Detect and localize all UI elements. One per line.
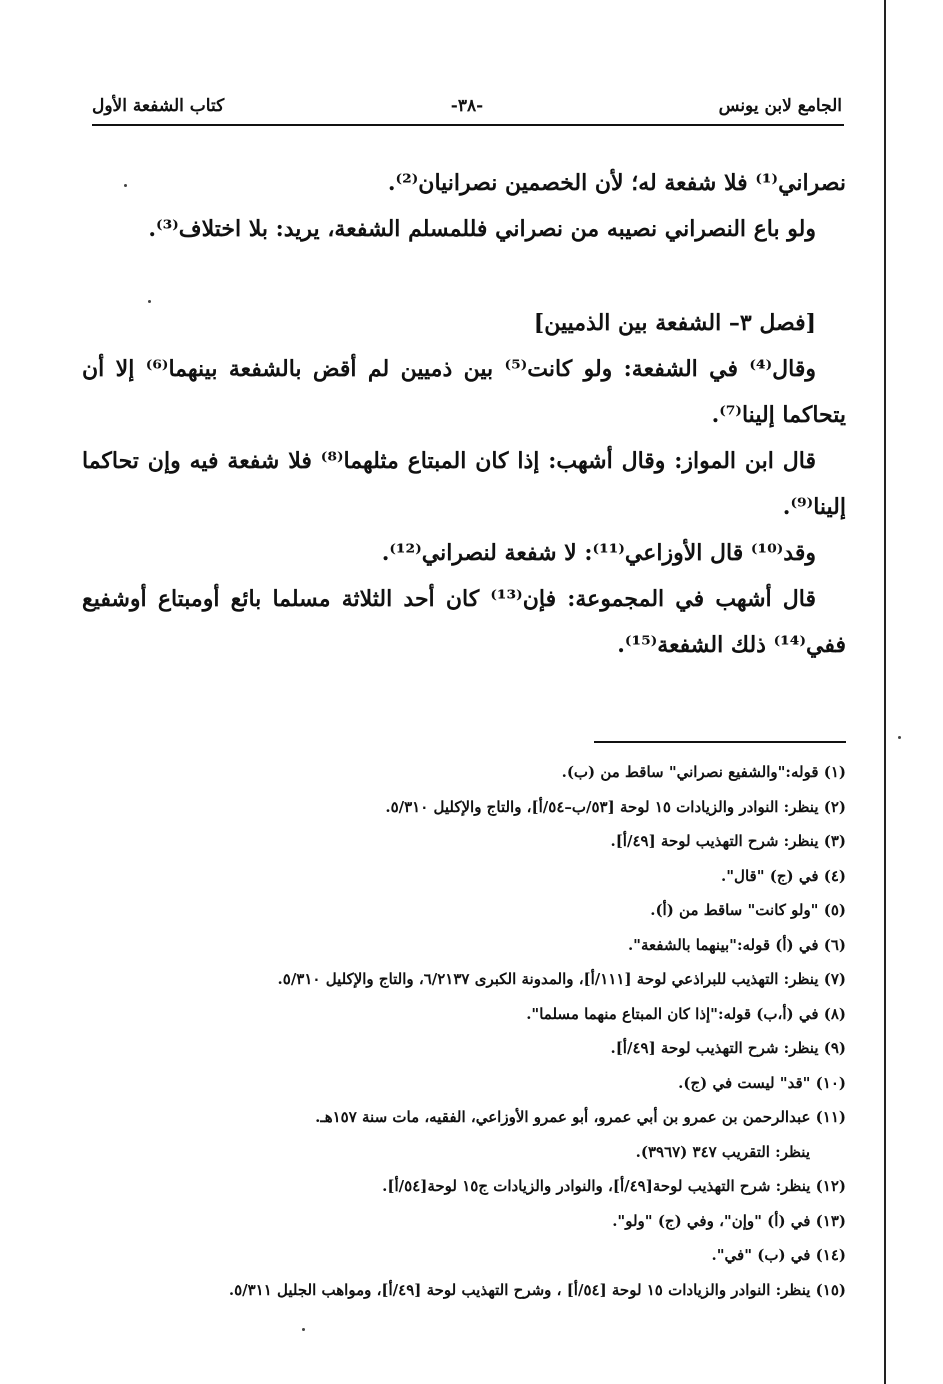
footnote-separator [594,741,846,743]
footnote: (٦) في (أ) قوله:"بينهما بالشفعة". [627,935,846,954]
paragraph: وقد⁽¹⁰⁾ قال الأوزاعي⁽¹¹⁾: لا شفعة لنصراني⁽¹²⁾. [381,540,816,566]
book-title: الجامع لابن يونس [718,96,842,116]
footnote: (٣) ينظر: شرح التهذيب لوحة [٤٩/أ]. [610,832,846,850]
footnote: (٥) "ولو كانت" ساقط من (أ). [650,901,846,919]
paragraph: ولو باع النصراني نصيبه من نصراني فللمسلم الشفعة، يريد: بلا اختلاف⁽³⁾. [148,216,816,242]
footnote: (١٠) "قد" ليست في (ج). [678,1073,846,1092]
paragraph: وقال⁽⁴⁾ في الشفعة: ولو كانت⁽⁵⁾ بين ذميين لم أقض بالشفعة بينهما⁽⁶⁾ إلا أن يتحاكما إلينا⁽⁷⁾. [82,356,846,428]
footnote: (١٣) في (أ) "وإن"، وفي (ج) "ولو". [612,1211,846,1230]
footnote: (١٤) في (ب) "في". [711,1246,846,1264]
footnote: (١) قوله:"والشفيع نصراني" ساقط من (ب). [561,763,846,781]
footnotes [110,755,846,1307]
footnote: (٨) في (أ،ب) قوله:"إذا كان المبتاع منهما مسلما". [526,1004,846,1023]
paragraph: نصراني⁽¹⁾ فلا شفعة له؛ لأن الخصمين نصرانيان⁽²⁾. [387,170,846,196]
page-header [92,96,842,124]
main-text [82,160,846,668]
footnote: (١٢) ينظر: شرح التهذيب لوحة[٤٩/أ]، والنوادر والزيادات ج١٥ لوحة[٥٤/أ]. [382,1177,846,1195]
footnote: (٤) في (ج) "قال". [721,866,846,885]
section-heading: [فصل ٣– الشفعة بين الذميين] [533,310,816,336]
scan-speck [124,184,127,187]
paragraph: قال أشهب في المجموعة: فإن⁽¹³⁾ كان أحد الثلاثة مسلما بائع أومبتاع أوشفيع ففي⁽¹⁴⁾ ذلك الشفعة⁽¹⁵⁾. [82,586,846,658]
footnote: (١١) عبدالرحمن بن عمرو بن أبي عمرو، أبو عمرو الأوزاعي، الفقيه، مات سنة ١٥٧هـ. [315,1108,846,1126]
scan-speck [148,300,151,303]
header-rule [92,124,844,126]
chapter-title: كتاب الشفعة الأول [92,96,225,116]
footnote: (١٥) ينظر: النوادر والزيادات ١٥ لوحة [٥٤/أ] ، وشرح التهذيب لوحة [٤٩/أ]، ومواهب الجليل ٥/٣١١. [228,1280,846,1299]
page-edge-line [884,0,886,1384]
footnote-continuation: ينظر: التقريب ٣٤٧ (٣٩٦٧). [635,1142,810,1161]
scan-speck [898,736,901,739]
page-number: -٣٨- [450,96,484,116]
scan-speck [302,1328,305,1331]
footnote: (٩) ينظر: شرح التهذيب لوحة [٤٩/أ]. [610,1039,846,1057]
footnote: (٧) ينظر: التهذيب للبراذعي لوحة [١١١/أ]، والمدونة الكبرى ٦/٢١٣٧، والتاج والإكليل ٥/٣١٠. [277,970,846,988]
footnote: (٢) ينظر: النوادر والزيادات ١٥ لوحة [٥٣/ب–٥٤/أ]، والتاج والإكليل ٥/٣١٠. [385,797,846,816]
paragraph: قال ابن المواز: وقال أشهب: إذا كان المبتاع مثلهما⁽⁸⁾ فلا شفعة فيه وإن تحاكما إلينا⁽⁹⁾. [82,448,846,520]
